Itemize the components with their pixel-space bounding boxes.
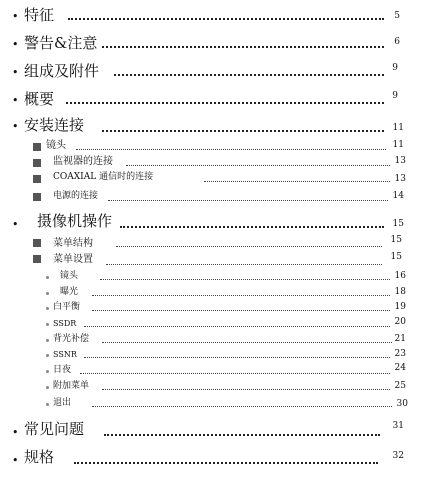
dot-leader [66, 102, 384, 104]
square-bullet [33, 159, 41, 167]
toc-entry-title: COAXIAL 通信时的连接 [53, 172, 154, 182]
toc-entry-title: 背光补偿 [53, 334, 90, 344]
toc-entry-page: 21 [394, 334, 406, 344]
toc-entry-page: 15 [392, 219, 404, 229]
bullet-dot: • [12, 38, 19, 51]
toc-entry-page: 32 [392, 451, 404, 461]
toc-entry-page: 11 [392, 140, 404, 150]
dot-leader [92, 310, 390, 311]
dot-leader [76, 149, 386, 150]
square-bullet [33, 193, 41, 201]
dot-leader [106, 264, 382, 265]
toc-entry-title: 概要 [24, 90, 55, 108]
bullet-dot: • [12, 66, 19, 79]
dot-leader [102, 342, 392, 343]
toc-entry-page: 31 [392, 421, 404, 431]
toc-entry-page: 16 [394, 271, 406, 281]
toc-entry-title: 常见问题 [24, 420, 85, 438]
toc-entry-title: 电源的连接 [53, 191, 99, 201]
sub-bullet [46, 276, 49, 279]
bullet-dot: • [12, 10, 19, 23]
dot-leader [92, 295, 390, 296]
square-bullet [33, 255, 41, 263]
dot-leader [126, 165, 390, 166]
toc-entry-page: 25 [394, 381, 406, 391]
toc-entry [0, 237, 428, 253]
toc-entry-title: 曝光 [60, 287, 79, 297]
bullet-dot: • [12, 120, 19, 133]
toc-entry-title: SSNR [53, 350, 77, 359]
toc-entry-title: 安装连接 [24, 116, 85, 134]
toc-entry-title: 特征 [24, 6, 55, 24]
toc-entry-title: 警告&注意 [24, 34, 98, 52]
dot-leader [108, 200, 388, 201]
toc-entry-page: 23 [394, 349, 406, 359]
toc-entry-title: 摄像机操作 [37, 212, 113, 230]
toc-entry [0, 450, 428, 466]
dot-leader [92, 406, 392, 407]
toc-entry-page: 5 [394, 11, 400, 21]
toc-entry-title: 退出 [53, 398, 72, 408]
toc-entry [0, 253, 428, 269]
sub-bullet [46, 354, 49, 357]
toc-entry-page: 11 [392, 123, 404, 133]
toc-entry [0, 286, 428, 302]
toc-entry [0, 64, 428, 80]
toc-entry-title: 白平衡 [53, 302, 81, 312]
toc-entry-page: 6 [394, 37, 400, 47]
sub-bullet [46, 323, 49, 326]
bullet-dot: • [12, 426, 19, 439]
toc-entry-title: 监视器的连接 [53, 156, 113, 167]
toc-entry-title: SSDR [53, 319, 77, 328]
toc-entry-title: 日夜 [53, 365, 72, 375]
dot-leader [102, 46, 384, 48]
toc-entry [0, 397, 428, 413]
toc-entry-page: 14 [392, 191, 404, 201]
toc-entry [0, 8, 428, 24]
dot-leader [114, 74, 384, 76]
dot-leader [84, 326, 390, 327]
sub-bullet [46, 370, 49, 373]
toc-entry-page: 9 [392, 91, 398, 101]
toc-entry-page: 24 [394, 363, 406, 373]
toc-entry-title: 组成及附件 [24, 62, 100, 80]
toc-entry-page: 30 [396, 399, 408, 409]
sub-bullet [46, 307, 49, 310]
dot-leader [84, 357, 390, 358]
dot-leader [120, 226, 384, 228]
toc-entry [0, 156, 428, 172]
toc-entry [0, 380, 428, 396]
toc-entry-page: 20 [394, 317, 406, 327]
square-bullet [33, 143, 41, 151]
bullet-dot: • [12, 94, 19, 107]
toc-entry-title: 菜单结构 [53, 238, 93, 249]
dot-leader [68, 18, 384, 20]
toc-entry [0, 348, 428, 364]
toc-entry-title: 镜头 [60, 271, 79, 281]
toc-entry [0, 422, 428, 438]
square-bullet [33, 175, 41, 183]
toc-entry-page: 18 [394, 287, 406, 297]
dot-leader [74, 462, 378, 464]
toc-entry-page: 13 [394, 156, 406, 166]
dot-leader [102, 389, 390, 390]
toc-entry [0, 270, 428, 286]
bullet-dot: • [12, 218, 19, 231]
toc-entry-title: 规格 [24, 448, 55, 466]
toc-entry [0, 317, 428, 333]
sub-bullet [46, 292, 49, 295]
toc-entry [0, 364, 428, 380]
toc-entry [0, 118, 428, 134]
toc-entry-page: 15 [390, 252, 402, 262]
square-bullet [33, 239, 41, 247]
toc-entry [0, 140, 428, 156]
toc-entry [0, 333, 428, 349]
toc-entry-title: 附加菜单 [53, 381, 90, 391]
toc-entry [0, 190, 428, 206]
toc-entry-page: 13 [394, 174, 406, 184]
toc-entry [0, 92, 428, 108]
dot-leader [104, 434, 380, 436]
dot-leader [102, 130, 384, 132]
dot-leader [100, 279, 390, 280]
toc-entry [0, 214, 428, 230]
sub-bullet [46, 339, 49, 342]
toc-entry [0, 301, 428, 317]
bullet-dot: • [12, 454, 19, 467]
toc-entry-title: 菜单设置 [53, 254, 93, 265]
toc-entry-title: 镜头 [46, 140, 66, 151]
toc-entry-page: 15 [390, 235, 402, 245]
sub-bullet [46, 386, 49, 389]
dot-leader [80, 373, 390, 374]
toc-entry [0, 172, 428, 188]
toc-entry [0, 36, 428, 52]
sub-bullet [46, 403, 49, 406]
dot-leader [204, 181, 390, 182]
toc-entry-page: 9 [392, 63, 398, 73]
dot-leader [116, 246, 382, 247]
toc-entry-page: 19 [394, 302, 406, 312]
